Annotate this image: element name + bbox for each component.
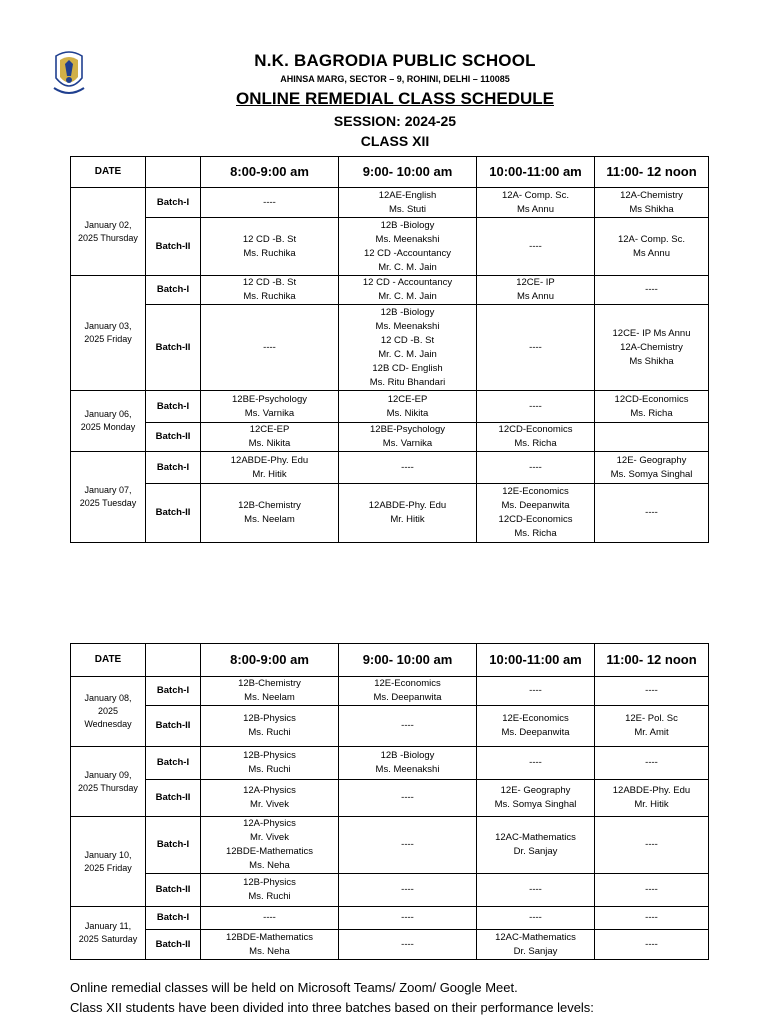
cell-text: 12B -Biology xyxy=(380,750,435,761)
schedule-cell xyxy=(477,188,595,218)
cell-text: 12E- Geography xyxy=(616,454,687,466)
cell-text: ---- xyxy=(529,912,542,923)
table-row xyxy=(71,747,709,780)
batch-label: Batch-I xyxy=(146,391,201,423)
cell-text: ---- xyxy=(401,912,414,923)
schedule-cell xyxy=(595,874,709,907)
cell-text: 12E- Pol. Sc xyxy=(625,713,678,724)
cell-text: 2025 xyxy=(97,706,119,716)
cell-text: January 06, xyxy=(84,409,132,419)
cell-text: ---- xyxy=(645,912,658,923)
cell-text: 12B -Biology xyxy=(380,306,435,318)
batch-label: Batch-I xyxy=(146,276,201,305)
school-crest-logo xyxy=(50,48,88,98)
cell-text: ---- xyxy=(645,685,658,696)
schedule-cell xyxy=(595,188,709,218)
cell-text: January 09, xyxy=(84,769,132,780)
schedule-cell xyxy=(595,423,709,452)
cell-text: 12BE-Psychology xyxy=(232,393,307,405)
cell-text: 12E-Economics xyxy=(374,678,441,689)
cell-text: Ms. Richa xyxy=(630,407,673,419)
cell-text: 12A-Chemistry xyxy=(620,189,683,201)
cell-text: ---- xyxy=(529,685,542,696)
cell-text: 2025 Saturday xyxy=(78,934,138,944)
schedule-cell xyxy=(477,874,595,907)
cell-text: 12B-Physics xyxy=(243,877,296,888)
cell-text: Ms. Neha xyxy=(249,945,290,957)
cell-text: Ms. Nikita xyxy=(386,407,429,419)
schedule-cell xyxy=(201,452,339,484)
cell-text: Ms. Ruchi xyxy=(248,891,291,902)
schedule-cell xyxy=(595,452,709,484)
cell-text: Ms. Ruchi xyxy=(248,727,291,738)
cell-text: 12 CD -B. St xyxy=(242,277,297,288)
schedule-cell xyxy=(595,780,709,817)
cell-text: 12B-Chemistry xyxy=(238,500,301,511)
cell-text: 12A-Chemistry xyxy=(620,341,683,353)
batch-label: Batch-II xyxy=(146,706,201,747)
cell-text: ---- xyxy=(401,461,414,473)
cell-text: Ms. Somya Singhal xyxy=(494,799,577,810)
cell-text: Dr. Sanjay xyxy=(513,846,558,857)
table-row xyxy=(71,706,709,747)
schedule-cell xyxy=(339,452,477,484)
cell-text: ---- xyxy=(645,284,658,295)
schedule-cell xyxy=(339,677,477,706)
batch-column-header xyxy=(146,644,201,677)
schedule-cell xyxy=(477,276,595,305)
schedule-title: ONLINE REMEDIAL CLASS SCHEDULE xyxy=(236,89,554,108)
table-row xyxy=(71,907,709,930)
cell-text: Ms Shikha xyxy=(629,355,674,367)
cell-text: 12B-Physics xyxy=(243,713,296,724)
schedule-cell xyxy=(595,747,709,780)
schedule-cell xyxy=(339,780,477,817)
schedule-cell xyxy=(595,930,709,960)
date-cell xyxy=(71,452,146,543)
date-cell xyxy=(71,817,146,907)
batch-label: Batch-II xyxy=(146,874,201,907)
slot-header: 11:00- 12 noon xyxy=(595,644,709,677)
cell-text: Ms Annu xyxy=(517,203,554,215)
date-column-header: DATE xyxy=(71,157,146,188)
batch-label: Batch-I xyxy=(146,452,201,484)
cell-text: 12CD-Economics xyxy=(498,424,573,435)
cell-text: 12BDE-Mathematics xyxy=(225,931,314,943)
cell-text: January 02, xyxy=(84,219,132,230)
schedule-cell xyxy=(201,305,339,391)
cell-text: Mr. C. M. Jain xyxy=(378,348,437,360)
schedule-cell xyxy=(595,706,709,747)
date-column-header: DATE xyxy=(71,644,146,677)
schedule-cell xyxy=(339,706,477,747)
cell-text: 12B-Physics xyxy=(243,750,296,761)
slot-header: 11:00- 12 noon xyxy=(595,157,709,188)
class-label: CLASS XII xyxy=(360,133,430,149)
cell-text: Ms. Deepanwita xyxy=(373,692,442,703)
cell-text: Ms. Stuti xyxy=(389,203,426,215)
cell-text: Ms. Deepanwita xyxy=(501,500,570,511)
cell-text: ---- xyxy=(263,196,276,208)
cell-text: Wednesday xyxy=(84,719,132,729)
cell-text: Ms. Varnika xyxy=(382,438,433,449)
batch-label: Batch-II xyxy=(146,423,201,452)
table-header-row xyxy=(71,644,709,677)
cell-text: January 07, xyxy=(84,485,132,495)
table-row xyxy=(71,218,709,276)
schedule-cell xyxy=(477,423,595,452)
batch-label: Batch-I xyxy=(146,747,201,780)
schedule-cell xyxy=(339,484,477,543)
date-cell xyxy=(71,188,146,276)
schedule-cell xyxy=(201,276,339,305)
cell-text: Ms. Deepanwita xyxy=(501,727,570,738)
cell-text: 12 CD -B. St xyxy=(380,334,435,346)
cell-text: ---- xyxy=(529,341,542,353)
schedule-cell xyxy=(201,484,339,543)
cell-text: ---- xyxy=(401,938,414,950)
schedule-cell xyxy=(339,817,477,874)
cell-text: ---- xyxy=(645,507,658,518)
cell-text: ---- xyxy=(529,884,542,895)
cell-text: 12A-Physics xyxy=(243,818,296,829)
cell-text: 12CE- IP xyxy=(516,277,555,288)
cell-text: Mr. C. M. Jain xyxy=(378,261,437,273)
school-name: N.K. BAGRODIA PUBLIC SCHOOL xyxy=(254,51,536,70)
schedule-cell xyxy=(595,391,709,423)
session-label: SESSION: 2024-25 xyxy=(333,113,457,129)
schedule-cell xyxy=(339,907,477,930)
table-header-row xyxy=(71,157,709,188)
schedule-cell xyxy=(339,391,477,423)
footer-line-1: Online remedial classes will be held on Microsoft Teams/ Zoom/ Google Meet. xyxy=(70,980,518,995)
slot-header: 10:00-11:00 am xyxy=(477,157,595,188)
cell-text: 2025 Friday xyxy=(84,862,132,873)
schedule-cell xyxy=(339,276,477,305)
cell-text: 12 CD - Accountancy xyxy=(362,277,453,288)
cell-text: 12BE-Psychology xyxy=(370,424,445,435)
cell-text: Ms. Ritu Bhandari xyxy=(369,376,446,388)
batch-column-header xyxy=(146,157,201,188)
batch-label: Batch-II xyxy=(146,305,201,391)
schedule-cell xyxy=(339,188,477,218)
batch-label: Batch-II xyxy=(146,780,201,817)
schedule-cell xyxy=(477,391,595,423)
schedule-cell xyxy=(201,780,339,817)
cell-text: 12 CD -B. St xyxy=(242,233,297,245)
table-row xyxy=(71,188,709,218)
cell-text: 12A- Comp. Sc. xyxy=(501,189,570,201)
cell-text: Ms. Neelam xyxy=(244,692,295,703)
cell-text: Ms. Richa xyxy=(514,438,557,449)
cell-text: 12CE- IP Ms Annu xyxy=(612,327,691,339)
schedule-cell xyxy=(477,780,595,817)
cell-text: 2025 Thursday xyxy=(78,782,138,793)
cell-text: 2025 Monday xyxy=(80,422,136,432)
date-cell xyxy=(71,907,146,960)
table-row xyxy=(71,677,709,706)
schedule-cell xyxy=(595,218,709,276)
cell-text: ---- xyxy=(401,839,414,850)
batch-label: Batch-II xyxy=(146,218,201,276)
cell-text: Mr. Hitik xyxy=(390,514,425,525)
cell-text: 2025 Tuesday xyxy=(79,498,137,508)
schedule-table-2 xyxy=(70,643,709,960)
batch-label: Batch-I xyxy=(146,907,201,930)
cell-text: 12B-Chemistry xyxy=(238,678,301,689)
schedule-cell xyxy=(339,874,477,907)
schedule-cell xyxy=(201,423,339,452)
schedule-cell xyxy=(339,218,477,276)
schedule-cell xyxy=(595,484,709,543)
cell-text: Ms. Neha xyxy=(249,860,290,871)
school-header xyxy=(200,50,590,151)
schedule-cell xyxy=(201,677,339,706)
schedule-cell xyxy=(595,276,709,305)
cell-text: 2025 Thursday xyxy=(78,232,138,243)
slot-header: 8:00-9:00 am xyxy=(201,157,339,188)
cell-text: 12A-Physics xyxy=(243,785,296,796)
schedule-cell xyxy=(201,874,339,907)
schedule-cell xyxy=(477,484,595,543)
cell-text: ---- xyxy=(645,938,658,950)
schedule-cell xyxy=(201,747,339,780)
slot-header: 9:00- 10:00 am xyxy=(339,157,477,188)
cell-text: ---- xyxy=(401,884,414,895)
cell-text: Ms. Somya Singhal xyxy=(610,468,693,480)
schedule-cell xyxy=(201,706,339,747)
schedule-cell xyxy=(477,817,595,874)
batch-label: Batch-I xyxy=(146,817,201,874)
schedule-cell xyxy=(339,747,477,780)
cell-text: January 03, xyxy=(84,321,132,331)
cell-text: ---- xyxy=(529,400,542,412)
cell-text: 2025 Friday xyxy=(84,334,132,344)
date-cell xyxy=(71,677,146,747)
cell-text: January 10, xyxy=(84,849,132,860)
cell-text: ---- xyxy=(529,240,542,252)
schedule-cell xyxy=(595,817,709,874)
schedule-cell xyxy=(477,706,595,747)
cell-text: 12CE-EP xyxy=(249,424,290,435)
cell-text: 12BDE-Mathematics xyxy=(225,846,314,857)
cell-text: Ms. Nikita xyxy=(248,438,291,449)
cell-text: ---- xyxy=(263,341,276,353)
cell-text: ---- xyxy=(401,720,414,731)
cell-text: 12E-Economics xyxy=(502,713,569,724)
schedule-cell xyxy=(477,677,595,706)
batch-label: Batch-II xyxy=(146,484,201,543)
schedule-cell xyxy=(201,218,339,276)
date-cell xyxy=(71,391,146,452)
cell-text: 12CD-Economics xyxy=(498,514,573,525)
cell-text: Mr. Hitik xyxy=(634,799,669,810)
schedule-cell xyxy=(201,817,339,874)
cell-text: ---- xyxy=(263,912,276,923)
footer-line-2: Class XII students have been divided into three batches based on their performance levels: xyxy=(70,1000,594,1015)
slot-header: 8:00-9:00 am xyxy=(201,644,339,677)
footer-notes xyxy=(70,978,750,1018)
table-row xyxy=(71,874,709,907)
schedule-table-1 xyxy=(70,156,709,543)
cell-text: Mr. Amit xyxy=(634,727,669,738)
table-row xyxy=(71,930,709,960)
schedule-cell xyxy=(477,452,595,484)
table-row xyxy=(71,305,709,391)
cell-text: January 08, xyxy=(84,693,132,703)
cell-text: Ms. Varnika xyxy=(244,407,295,419)
schedule-cell xyxy=(339,930,477,960)
cell-text: Ms. Ruchi xyxy=(248,764,291,775)
date-cell xyxy=(71,747,146,817)
cell-text: Ms. Ruchika xyxy=(243,291,296,302)
cell-text: Ms. Neelam xyxy=(244,514,295,525)
cell-text: Dr. Sanjay xyxy=(513,945,558,957)
schedule-cell xyxy=(201,391,339,423)
table-row xyxy=(71,452,709,484)
school-address: AHINSA MARG, SECTOR – 9, ROHINI, DELHI – 110085 xyxy=(280,74,510,84)
schedule-cell xyxy=(201,188,339,218)
slot-header: 9:00- 10:00 am xyxy=(339,644,477,677)
cell-text: 12 CD -Accountancy xyxy=(363,247,452,259)
schedule-cell xyxy=(201,907,339,930)
table-row xyxy=(71,276,709,305)
cell-text: Ms. Ruchika xyxy=(243,247,296,259)
cell-text: 12AE-English xyxy=(378,189,437,201)
cell-text: 12AC-Mathematics xyxy=(495,832,576,843)
cell-text: Mr. Vivek xyxy=(250,799,289,810)
table-row xyxy=(71,817,709,874)
schedule-cell xyxy=(477,907,595,930)
table-row xyxy=(71,484,709,543)
date-cell xyxy=(71,276,146,391)
cell-text: 12CD-Economics xyxy=(614,393,689,405)
cell-text: ---- xyxy=(645,839,658,850)
cell-text: 12B -Biology xyxy=(380,219,435,231)
cell-text: ---- xyxy=(645,757,658,768)
schedule-cell xyxy=(477,218,595,276)
cell-text: January 11, xyxy=(84,921,132,931)
schedule-cell xyxy=(595,677,709,706)
cell-text: 12ABDE-Phy. Edu xyxy=(230,454,309,466)
batch-label: Batch-II xyxy=(146,930,201,960)
batch-label: Batch-I xyxy=(146,188,201,218)
cell-text: Mr. Hitik xyxy=(252,468,287,480)
cell-text: Ms. Meenakshi xyxy=(375,233,440,245)
schedule-cell xyxy=(201,930,339,960)
schedule-cell xyxy=(595,907,709,930)
cell-text: Mr. Vivek xyxy=(250,832,289,843)
slot-header: 10:00-11:00 am xyxy=(477,644,595,677)
cell-text: 12A- Comp. Sc. xyxy=(617,233,686,245)
cell-text: Ms. Richa xyxy=(514,528,557,539)
schedule-cell xyxy=(339,305,477,391)
cell-text: ---- xyxy=(529,757,542,768)
schedule-cell xyxy=(477,305,595,391)
table-row xyxy=(71,391,709,423)
cell-text: 12CE-EP xyxy=(387,393,428,405)
cell-text: 12ABDE-Phy. Edu xyxy=(368,500,447,511)
table-row xyxy=(71,780,709,817)
cell-text: Mr. C. M. Jain xyxy=(378,291,437,302)
cell-text: 12E- Geography xyxy=(500,785,571,796)
cell-text: 12E-Economics xyxy=(502,486,569,497)
cell-text: Ms. Meenakshi xyxy=(375,764,440,775)
cell-text: Ms Annu xyxy=(517,291,554,302)
schedule-cell xyxy=(477,747,595,780)
schedule-cell xyxy=(595,305,709,391)
cell-text: 12AC-Mathematics xyxy=(495,931,576,943)
cell-text: 12B CD- English xyxy=(372,362,443,374)
batch-label: Batch-I xyxy=(146,677,201,706)
cell-text: 12ABDE-Phy. Edu xyxy=(612,785,691,796)
schedule-cell xyxy=(477,930,595,960)
cell-text: ---- xyxy=(401,792,414,803)
cell-text: Ms Shikha xyxy=(629,203,674,215)
table-row xyxy=(71,423,709,452)
cell-text: ---- xyxy=(529,461,542,473)
schedule-cell xyxy=(339,423,477,452)
cell-text: Ms Annu xyxy=(633,247,670,259)
cell-text: ---- xyxy=(645,884,658,895)
cell-text: Ms. Meenakshi xyxy=(375,320,440,332)
